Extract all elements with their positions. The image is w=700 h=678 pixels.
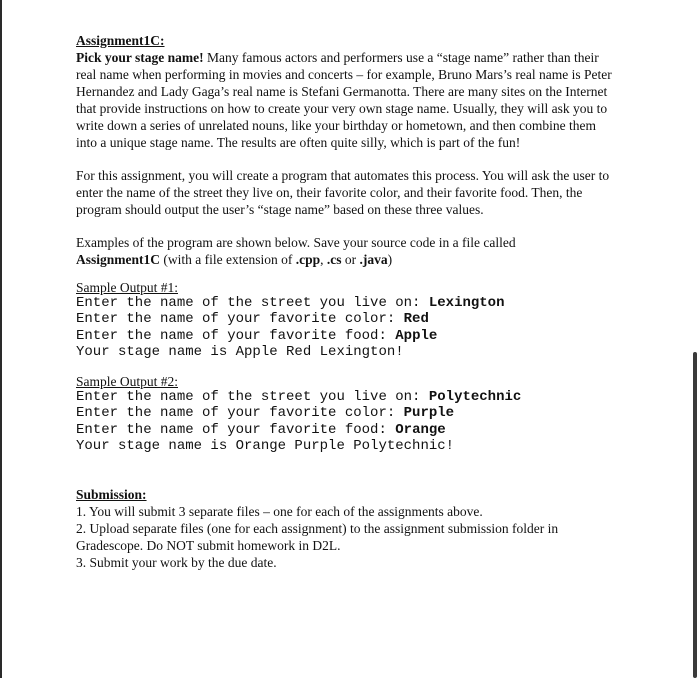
sample-2-result-line: Your stage name is Orange Purple Polytechnic! <box>76 438 455 455</box>
prompt-food: Enter the name of your favorite food: <box>76 421 396 438</box>
task-paragraph: For this assignment, you will create a program that automates this process. You will ask the user to enter the name of the street they live on, their favorite color, and their favorite food. Then, the program should output the user’s “stage name” based on these three values. <box>76 168 610 217</box>
assignment-heading: Assignment1C: <box>76 33 165 48</box>
sample-2-color-line <box>76 405 616 421</box>
answer-color: Purple <box>403 405 455 422</box>
answer-food: Orange <box>395 421 446 438</box>
submission-item: 3. Submit your work by the due date. <box>76 555 277 571</box>
examples-paragraph <box>76 234 616 268</box>
sample-1-food-line <box>76 328 616 344</box>
sample-2-food-line <box>76 422 616 438</box>
intro-lead: Pick your stage name! <box>76 50 204 65</box>
ext-sep: , <box>320 252 327 267</box>
answer-food: Apple <box>395 327 438 344</box>
ext-cpp: .cpp <box>295 252 321 267</box>
ext-java: .java <box>359 252 388 267</box>
submission-item: 2. Upload separate files (one for each assignment) to the assignment submission folder in Gradescope. Do NOT submit homework in D2L. <box>76 521 559 554</box>
answer-color: Red <box>403 311 429 328</box>
prompt-street: Enter the name of the street you live on: <box>76 389 429 406</box>
prompt-color: Enter the name of your favorite color: <box>76 405 404 422</box>
submission-heading: Submission: <box>76 487 147 503</box>
sample-output-2 <box>76 389 616 454</box>
ext-cs: .cs <box>326 252 342 267</box>
prompt-street: Enter the name of the street you live on: <box>76 295 429 311</box>
submission-item: 1. You will submit 3 separate files – one for each of the assignments above. <box>76 504 483 520</box>
intro-text: Many famous actors and performers use a “stage name” rather than their real name when performing in movies and concerts – for example, Bruno Mars’s real name is Peter Hernandez and Lady Gaga’s real name is Stefani Germanotta. There are many sites on the Internet that provide instructions on how to create your very own stage name. Usually, they will ask you to write down a series of unrelated nouns, like your birthday or hometown, and then combine them into a unique stage name. The results are often quite silly, which is part of the fun! <box>76 50 612 150</box>
sample-output-2-label: Sample Output #2: <box>76 374 178 390</box>
scrollbar-thumb[interactable] <box>693 352 697 678</box>
sample-output-1-label: Sample Output #1: <box>76 280 178 295</box>
sample-1-result-line: Your stage name is Apple Red Lexington! <box>76 343 404 360</box>
ext-or: or <box>341 252 360 267</box>
ext-prefix: (with a file extension of <box>160 252 296 267</box>
vertical-scrollbar[interactable] <box>688 0 700 678</box>
ext-suffix: ) <box>387 252 393 267</box>
sample-2-street-line <box>76 389 616 405</box>
file-name: Assignment1C <box>76 252 161 267</box>
page-left-border <box>0 0 2 678</box>
prompt-food: Enter the name of your favorite food: <box>76 327 396 344</box>
sample-output-1 <box>76 295 616 360</box>
answer-street: Lexington <box>428 295 505 311</box>
examples-text: Examples of the program are shown below. Save your source code in a file called <box>76 235 516 250</box>
prompt-color: Enter the name of your favorite color: <box>76 311 404 328</box>
sample-1-color-line <box>76 311 616 327</box>
answer-street: Polytechnic <box>428 389 522 406</box>
intro-paragraph <box>76 49 616 151</box>
sample-1-street-line <box>76 295 616 311</box>
document-content <box>76 32 616 571</box>
